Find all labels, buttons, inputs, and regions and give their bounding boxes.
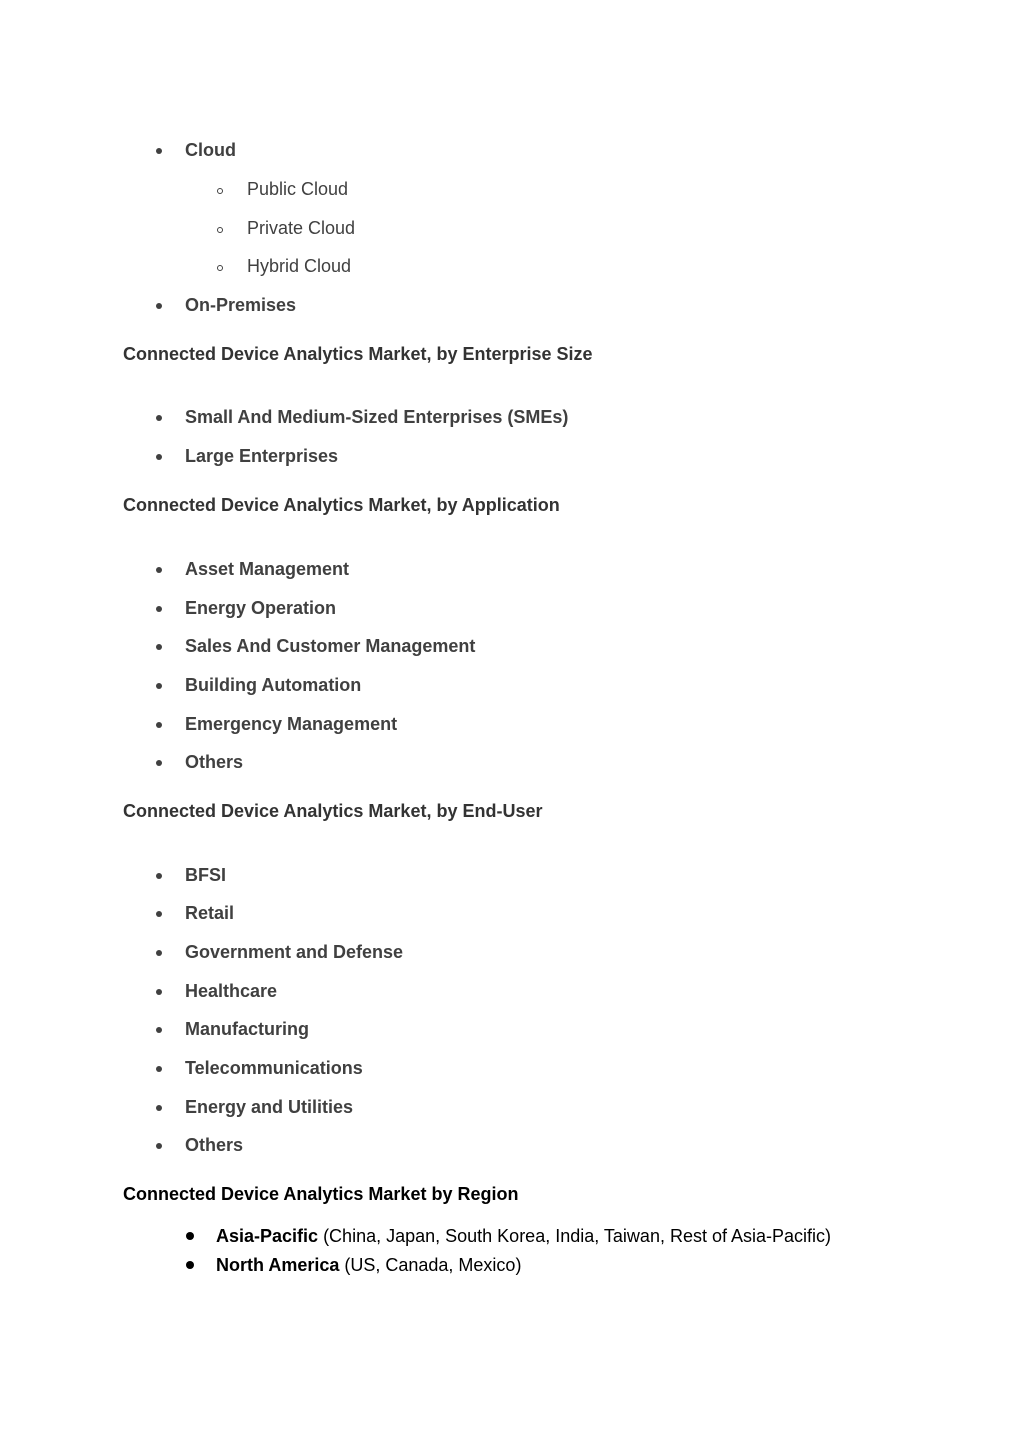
region-name: Asia-Pacific	[216, 1226, 319, 1246]
region-detail: (China, Japan, South Korea, India, Taiwan, Rest of Asia-Pacific)	[318, 1226, 832, 1246]
sub-list-item: Private Cloud	[247, 218, 356, 238]
list-item: Telecommunications	[185, 1058, 363, 1078]
list-item: Retail	[185, 903, 235, 923]
region-list-item	[216, 1225, 831, 1247]
bullet-icon	[186, 1261, 194, 1269]
region-detail: (US, Canada, Mexico)	[339, 1255, 522, 1275]
list-item: Emergency Management	[185, 714, 398, 734]
list-item: Building Automation	[185, 675, 362, 695]
bullet-icon	[156, 760, 162, 766]
list-item: Others	[185, 1135, 244, 1155]
bullet-icon	[156, 148, 162, 154]
circle-bullet-icon	[217, 188, 223, 194]
bullet-icon	[156, 606, 162, 612]
list-item: Energy Operation	[185, 598, 337, 618]
circle-bullet-icon	[217, 227, 223, 233]
bullet-icon	[186, 1232, 194, 1240]
bullet-icon	[156, 567, 162, 573]
list-item-cloud: Cloud	[185, 140, 236, 160]
list-item: Government and Defense	[185, 942, 404, 962]
list-item: Sales And Customer Management	[185, 636, 476, 656]
section-heading-end-user: Connected Device Analytics Market, by End-User	[123, 801, 543, 821]
list-item: Large Enterprises	[185, 446, 339, 466]
list-item-on-premises: On-Premises	[185, 295, 297, 315]
section-heading-application: Connected Device Analytics Market, by Application	[123, 495, 560, 515]
list-item: Others	[185, 752, 244, 772]
section-heading-region: Connected Device Analytics Market by Region	[123, 1184, 519, 1204]
bullet-icon	[156, 1143, 162, 1149]
list-item: Asset Management	[185, 559, 350, 579]
bullet-icon	[156, 1027, 162, 1033]
list-item: Healthcare	[185, 981, 278, 1001]
bullet-icon	[156, 873, 162, 879]
sub-list-item: Public Cloud	[247, 179, 349, 199]
sub-list-item: Hybrid Cloud	[247, 256, 352, 276]
bullet-icon	[156, 415, 162, 421]
bullet-icon	[156, 303, 162, 309]
bullet-icon	[156, 722, 162, 728]
bullet-icon	[156, 1105, 162, 1111]
bullet-icon	[156, 911, 162, 917]
list-item: Manufacturing	[185, 1019, 309, 1039]
circle-bullet-icon	[217, 265, 223, 271]
list-item: Energy and Utilities	[185, 1097, 354, 1117]
section-heading-enterprise-size: Connected Device Analytics Market, by Enterprise Size	[123, 344, 593, 364]
region-name: North America	[216, 1255, 340, 1275]
bullet-icon	[156, 644, 162, 650]
bullet-icon	[156, 989, 162, 995]
bullet-icon	[156, 950, 162, 956]
bullet-icon	[156, 683, 162, 689]
bullet-icon	[156, 454, 162, 460]
list-item: BFSI	[185, 865, 227, 885]
bullet-icon	[156, 1066, 162, 1072]
region-list-item	[216, 1254, 521, 1276]
list-item: Small And Medium-Sized Enterprises (SMEs)	[185, 407, 569, 427]
